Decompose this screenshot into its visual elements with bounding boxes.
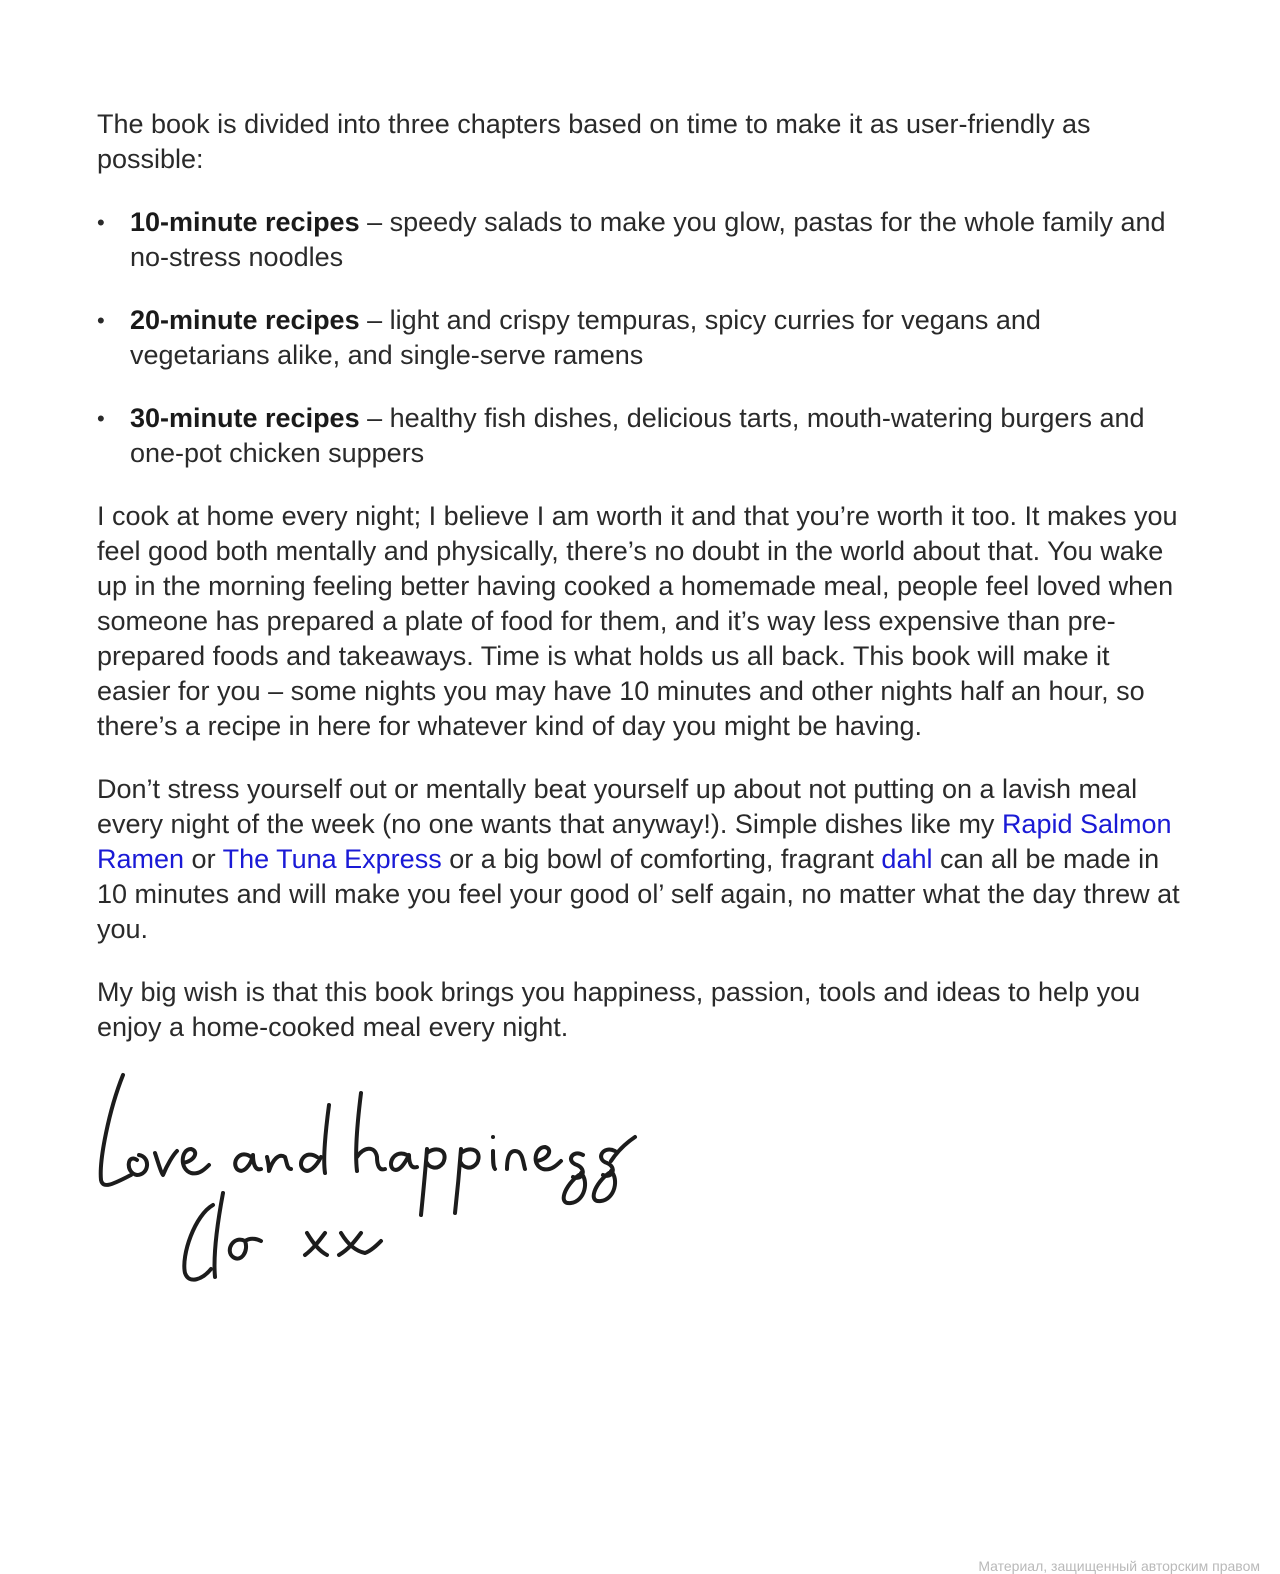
chapter-description: – light and crispy tempuras, spicy curries for vegans and vegetarians alike, and single-serve ramens — [130, 305, 1041, 370]
bullet-icon: • — [97, 406, 105, 431]
tuna-express-link[interactable]: The Tuna Express — [222, 844, 442, 874]
paragraph-text: or a big bowl of comforting, fragrant — [441, 844, 882, 874]
wish-paragraph: My big wish is that this book brings you happiness, passion, tools and ideas to help you enjoy a home-cooked meal every night. — [97, 977, 1141, 1042]
document-page — [97, 107, 1182, 1073]
paragraph-text: Don’t stress yourself out or mentally beat yourself up about not putting on a lavish meal every night of the week (no one wants that anyway!). Simple dishes like my — [97, 774, 1138, 839]
chapter-list — [97, 205, 1182, 471]
signature-clo-xx — [184, 1193, 381, 1280]
chapter-description: – speedy salads to make you glow, pastas for the whole family and no-stress noodles — [130, 207, 1166, 272]
chapter-list-item — [97, 303, 1182, 373]
rapid-salmon-ramen-link[interactable]: Rapid Salmon Ramen — [97, 809, 1172, 874]
chapter-list-item — [97, 205, 1182, 275]
paragraph-text: or — [184, 844, 223, 874]
chapter-title: 20-minute recipes — [130, 305, 360, 335]
signature-love — [101, 1075, 209, 1185]
copyright-watermark: Материал, защищенный авторским правом — [978, 1558, 1260, 1574]
signature-happiness — [356, 1093, 635, 1215]
bullet-icon: • — [97, 308, 105, 333]
dahl-link[interactable]: dahl — [881, 844, 933, 874]
chapter-title: 10-minute recipes — [130, 207, 360, 237]
signature-and — [235, 1105, 329, 1173]
bullet-icon: • — [97, 210, 105, 235]
chapter-title: 30-minute recipes — [130, 403, 360, 433]
paragraph-text: can all be made in 10 minutes and will make you feel your good ol’ self again, no matter what the day threw at you. — [97, 844, 1180, 944]
handwritten-signature — [95, 1065, 655, 1295]
chapter-description: – healthy fish dishes, delicious tarts, mouth-watering burgers and one-pot chicken suppers — [130, 403, 1145, 468]
home-cooking-paragraph: I cook at home every night; I believe I am worth it and that you’re worth it too. It makes you feel good both mentally and physically, there’s no doubt in the world about that. You wake up in the morning feeling better having cooked a homemade meal, people feel loved when someone has prepared a plate of food for them, and it’s way less expensive than pre-prepared foods and takeaways. Time is what holds us all back. This book will make it easier for you – some nights you may have 10 minutes and other nights half an hour, so there’s a recipe in here for whatever kind of day you might be having. — [97, 501, 1178, 741]
intro-paragraph: The book is divided into three chapters based on time to make it as user-friendly as possible: — [97, 109, 1091, 174]
no-stress-paragraph — [97, 772, 1182, 947]
chapter-list-item — [97, 401, 1182, 471]
